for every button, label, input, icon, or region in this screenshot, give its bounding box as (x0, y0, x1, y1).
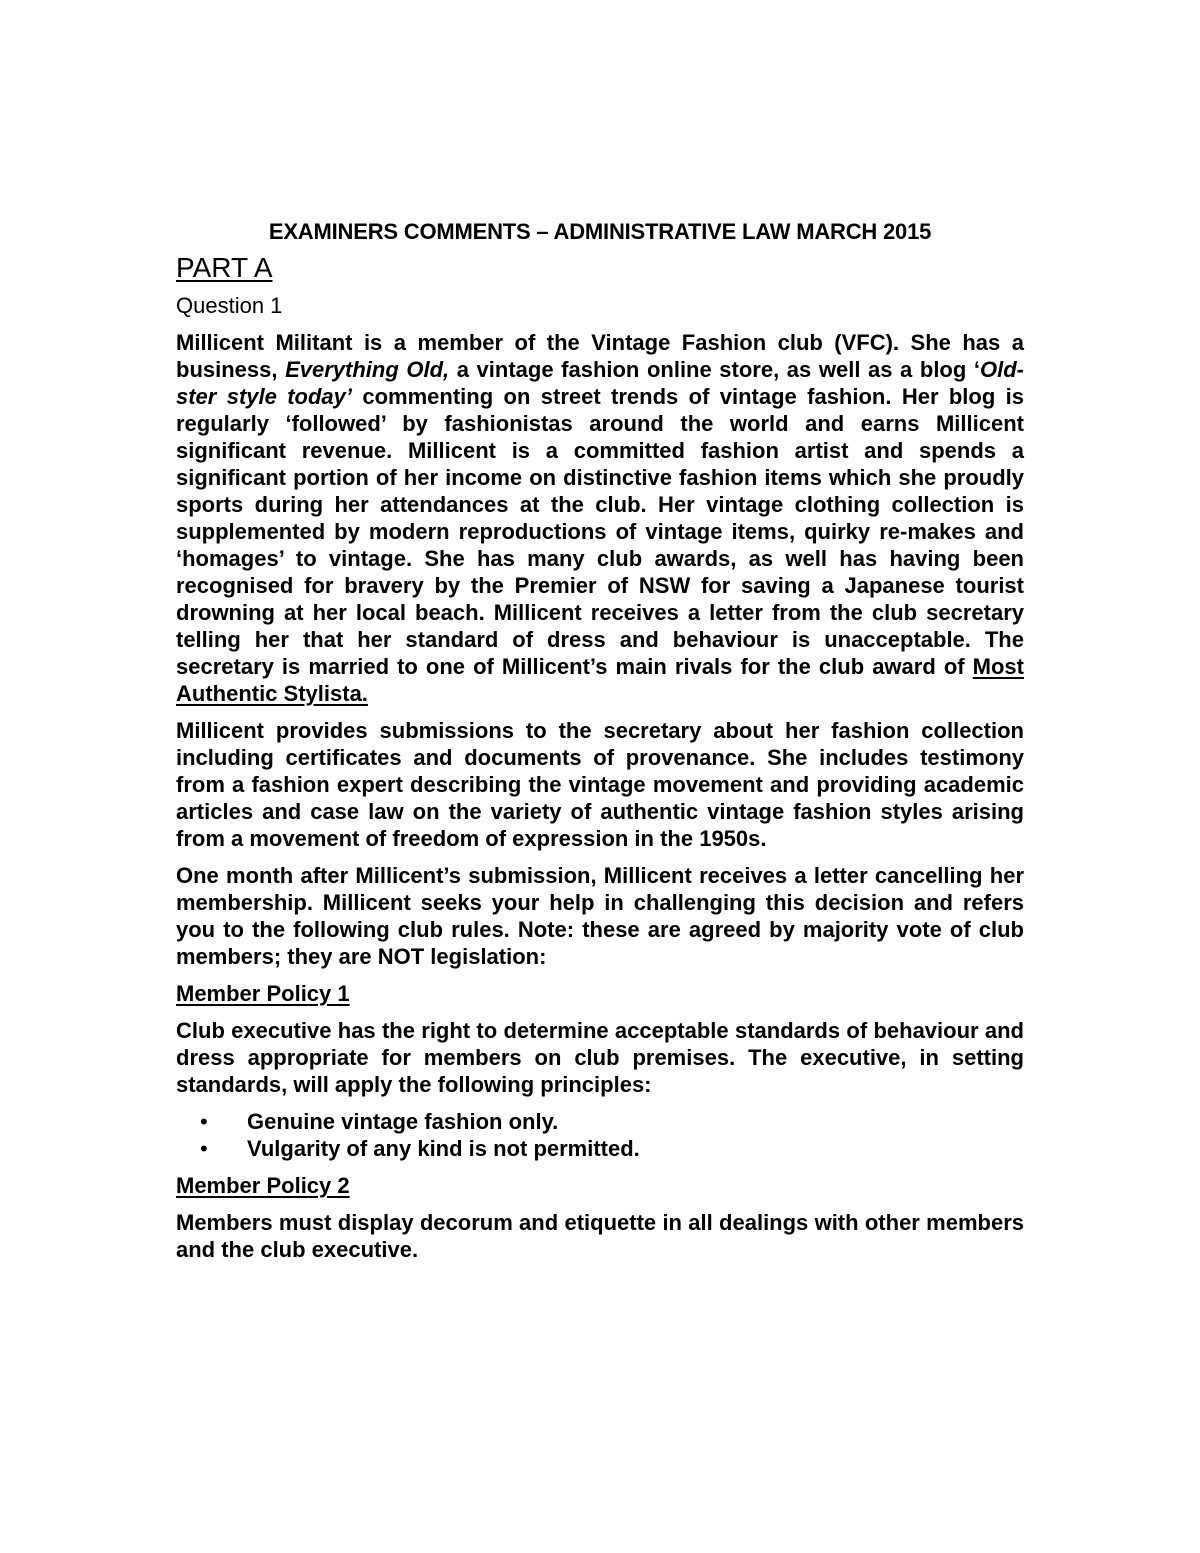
list-item (176, 1135, 1024, 1162)
list-item-text: Genuine vintage fashion only. (247, 1109, 559, 1134)
document-page (176, 218, 1024, 1273)
blog-name: Old-ster style today’ (176, 357, 1025, 409)
list-item-text: Vulgarity of any kind is not permitted. (247, 1136, 640, 1161)
member-policy-1-heading: Member Policy 1 (176, 981, 350, 1006)
question-paragraph-1 (176, 329, 1024, 707)
question-label: Question 1 (176, 293, 283, 318)
member-policy-1-text: Club executive has the right to determine acceptable standards of behaviour and dress appropriate for members on club premises. The executive, in setting standards, will apply the following principles: (176, 1018, 1024, 1097)
para1-text-b: a vintage fashion online store, as well as a blog ‘ (449, 357, 981, 382)
question-paragraph-3: One month after Millicent’s submission, Millicent receives a letter cancelling her membership. Millicent seeks your help in challenging this decision and refers you to the following club rules. Note: these are agreed by majority vote of club members; they are NOT legislation: (176, 863, 1024, 969)
para1-text-a: Millicent Militant is a member of the Vintage Fashion club (VFC). She has a business, (176, 330, 1024, 382)
business-name: Everything Old, (285, 357, 450, 382)
award-name: Most Authentic Stylista. (176, 654, 1024, 706)
list-item (176, 1108, 1024, 1135)
bullet-icon: • (200, 1109, 208, 1134)
bullet-icon: • (200, 1136, 208, 1161)
part-heading: PART A (176, 252, 273, 283)
member-policy-2-heading: Member Policy 2 (176, 1173, 350, 1198)
document-title: EXAMINERS COMMENTS – ADMINISTRATIVE LAW MARCH 2015 (268, 219, 932, 244)
policy-1-principles-list (176, 1108, 1024, 1162)
question-paragraph-2: Millicent provides submissions to the secretary about her fashion collection including certificates and documents of provenance. She includes testimony from a fashion expert describing the vintage movement and providing academic articles and case law on the variety of authentic vintage fashion styles arising from a movement of freedom of expression in the 1950s. (176, 718, 1024, 851)
member-policy-2-text: Members must display decorum and etiquette in all dealings with other members and the club executive. (176, 1210, 1024, 1262)
para1-text-c: commenting on street trends of vintage fashion. Her blog is regularly ‘followed’ by fashionistas around the world and earns Millicent significant revenue. Millicent is a committed fashion artist and spends a significant portion of her income on distinctive fashion items which she proudly sports during her attendances at the club. Her vintage clothing collection is supplemented by modern reproductions of vintage items, quirky re-makes and ‘homages’ to vintage. She has many club awards, as well has having been recognised for bravery by the Premier of NSW for saving a Japanese tourist drowning at her local beach. Millicent receives a letter from the club secretary telling her that her standard of dress and behaviour is unacceptable. The secretary is married to one of Millicent’s main rivals for the club award of (176, 384, 1025, 679)
